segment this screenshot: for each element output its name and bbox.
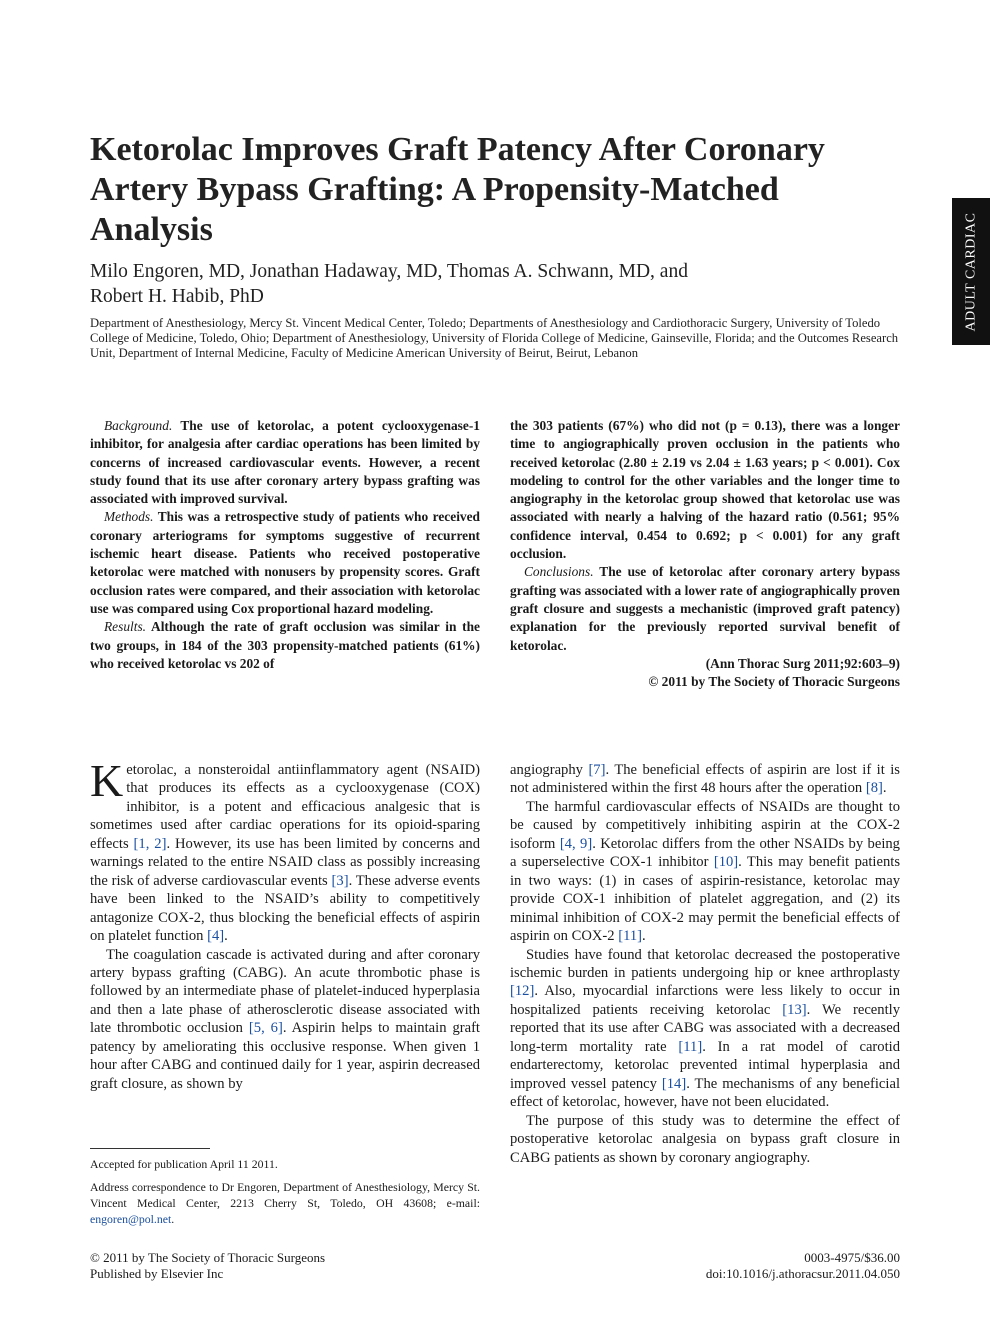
body-paragraph: The harmful cardiovascular effects of NSAIDs are thought to be caused by competitively inhibiting aspirin at the COX-2 isoform [4, 9]. Ketorolac differs from the other NSAIDs by being a superselective COX-1 inhibitor [10]. This may benefit patients in two ways: (1) in cases of aspirin-resistance, ketorolac may provide COX-1 inhibition of platelet aggregation, and (2) its minimal inhibition of COX-2 may permit the beneficial effects of aspirin on COX-2 [11]. [510,798,900,945]
drop-cap: K [90,755,124,806]
author-name: Robert H. Habib [90,286,220,307]
reference-link[interactable]: [5, 6] [248,1020,283,1037]
reference-link[interactable]: [8] [865,780,883,797]
abstract-label: Results. [104,619,147,635]
body-left-column [90,755,480,1093]
reference-link[interactable]: [14] [661,1075,687,1092]
accepted-note: Accepted for publication April 11 2011. [90,1157,278,1171]
article-title: Ketorolac Improves Graft Patency After Coronary Artery Bypass Grafting: A Propensity-Matched Analysis [90,131,825,248]
author-degree: , MD, [198,261,250,282]
section-tab-label: ADULT CARDIAC [963,212,978,331]
body-right-column [510,761,900,1167]
abstract-methods: Methods. This was a retrospective study of patients who received coronary arteriograms for symptoms suggestive of recurrent ischemic heart disease. Patients who received postoperative ketorolac were matched with nonusers by propensity scores. Graft occlusion rates were compared, and their association with ketorolac use was compared using Cox proportional hazard modeling. [90,509,480,616]
footnotes [90,1156,480,1234]
author-name: Jonathan Hadaway [249,261,397,282]
reference-link[interactable]: [12] [510,983,535,1000]
author-name: Thomas A. Schwann [446,261,609,282]
abstract-label: Background. [104,418,173,433]
body-paragraph: The purpose of this study was to determine the effect of postoperative ketorolac analgesia on bypass graft closure in CABG patients as shown by coronary angiography. [510,1112,900,1166]
footer-issn: 0003-4975/$36.00 [804,1250,900,1265]
reference-link[interactable]: [10] [713,854,739,871]
footer-right [706,1250,900,1282]
abstract-conclusions: Conclusions. The use of ketorolac after coronary artery bypass grafting was associated with a lower rate of angiographically proven graft closure and suggests a mechanistic (improved graft patency) explanation for the previously reported survival benefit of ketorolac. [510,564,900,653]
reference-link[interactable]: [7] [588,762,606,778]
footer-left [90,1250,325,1282]
abstract-label: Methods. [104,509,154,525]
footer-copyright: © 2011 by The Society of Thoracic Surgeons [90,1250,326,1265]
body-paragraph: angiography [7]. The beneficial effects of aspirin are lost if it is not administered within the first 48 hours after the operation [8]. [510,762,900,797]
author-list [90,259,850,309]
abstract-left-column [90,417,480,673]
body-paragraph: Studies have found that ketorolac decreased the postoperative ischemic burden in patients undergoing hip or knee arthroplasty [12]. Also, myocardial infarctions were less likely to occur in hospitalized patients receiving ketorolac [13]. We recently reported that its use after CABG was associated with a decreased long-term mortality rate [11]. In a rat model of carotid endarterectomy, ketorolac prevented intimal hyperplasia and improved vessel patency [14]. The mechanisms of any beneficial effect of ketorolac, however, have not been elucidated. [510,946,900,1111]
author-degree: , PhD [219,286,264,307]
footnote-divider [90,1148,210,1149]
journal-citation: (Ann Thorac Surg 2011;92:603–9) [705,655,900,671]
reference-link[interactable]: [3] [331,872,349,889]
footer-publisher: Published by Elsevier Inc [90,1266,224,1281]
abstract-copyright: © 2011 by The Society of Thoracic Surgeons [648,674,900,690]
body-paragraph: The coagulation cascade is activated during and after coronary artery bypass grafting (CABG). An acute thrombotic phase is followed by an intermediate phase of platelet-induced hyperplasia and then a late phase of atherosclerotic disease associated with late thrombotic occlusion [5, 6]. Aspirin helps to maintain graft patency by ameliorating this occlusive response. When given 1 hour after CABG and continued daily for 1 year, aspirin decreased graft closure, as shown by [90,946,480,1092]
abstract-results-continued: the 303 patients (67%) who did not (p = 0.13), there was a longer time to angiographically proven occlusion in the patients who received ketorolac (2.80 ± 2.19 vs 2.04 ± 1.63 years; p < 0.001). Cox modeling to control for the other variables and the longer time to angiography in the ketorolac group showed that ketorolac use was associated with nearly a halving of the hazard ratio (0.561; 95% confidence interval, 0.454 to 0.692; p < 0.001) for any graft occlusion. [510,418,900,562]
reference-link[interactable]: [13] [782,1001,807,1018]
correspondence-note: Address correspondence to Dr Engoren, Department of Anesthesiology, Mercy St. Vincent Medical Center, 2213 Cherry St, Toledo, OH 43608; e-mail: engoren@pol.net. [90,1180,480,1226]
abstract-label: Conclusions. [524,564,594,580]
footer-doi: doi:10.1016/j.athoracsur.2011.04.050 [705,1266,900,1281]
reference-link[interactable]: [4, 9] [559,835,593,852]
author-name: Milo Engoren [90,261,199,282]
affiliations: Department of Anesthesiology, Mercy St. Vincent Medical Center, Toledo; Departments of Anesthesiology and Cardiothoracic Surgery, University of Toledo College of Medicine, Toledo, Ohio; Department of Anesthesiology, University of Florida College of Medicine, Gainseville, Florida; and the Outcomes Research Unit, Department of Internal Medicine, Faculty of Medicine American University of Beirut, Beirut, Lebanon [90,316,899,360]
author-degree: , MD, and [608,261,688,282]
email-link[interactable]: engoren@pol.net [90,1212,172,1226]
reference-link[interactable]: [1, 2] [133,835,167,852]
abstract-background: Background. The use of ketorolac, a potent cyclooxygenase-1 inhibitor, for analgesia after cardiac operations has been limited by concerns of increased cardiovascular events. However, a recent study found that its use after coronary artery bypass grafting was associated with improved survival. [90,418,480,507]
abstract-results: Results. Although the rate of graft occlusion was similar in the two groups, in 184 of the 303 propensity-matched patients (61%) who received ketorolac vs 202 of [90,619,480,671]
reference-link[interactable]: [11] [618,928,643,945]
abstract-right-column [510,417,900,691]
author-degree: , MD, [396,261,447,282]
reference-link[interactable]: [11] [678,1038,703,1055]
section-tab [952,198,990,345]
reference-link[interactable]: [4] [207,928,225,945]
body-paragraph: Ketorolac, a nonsteroidal antiinflammatory agent (NSAID) that produces its effects as a cyclooxygenase (COX) inhibitor, is a potent and efficacious analgesic that is sometimes used after cardiac operations for its opioid-sparing effects [1, 2]. However, its use has been limited by concerns and warnings related to the entire NSAID class as possibly increasing the risk of adverse cardiovascular events [3]. These adverse events have been linked to the NSAID’s ability to competitively antagonize COX-2, thus blocking the beneficial effects of aspirin on platelet function [4]. [90,755,480,945]
